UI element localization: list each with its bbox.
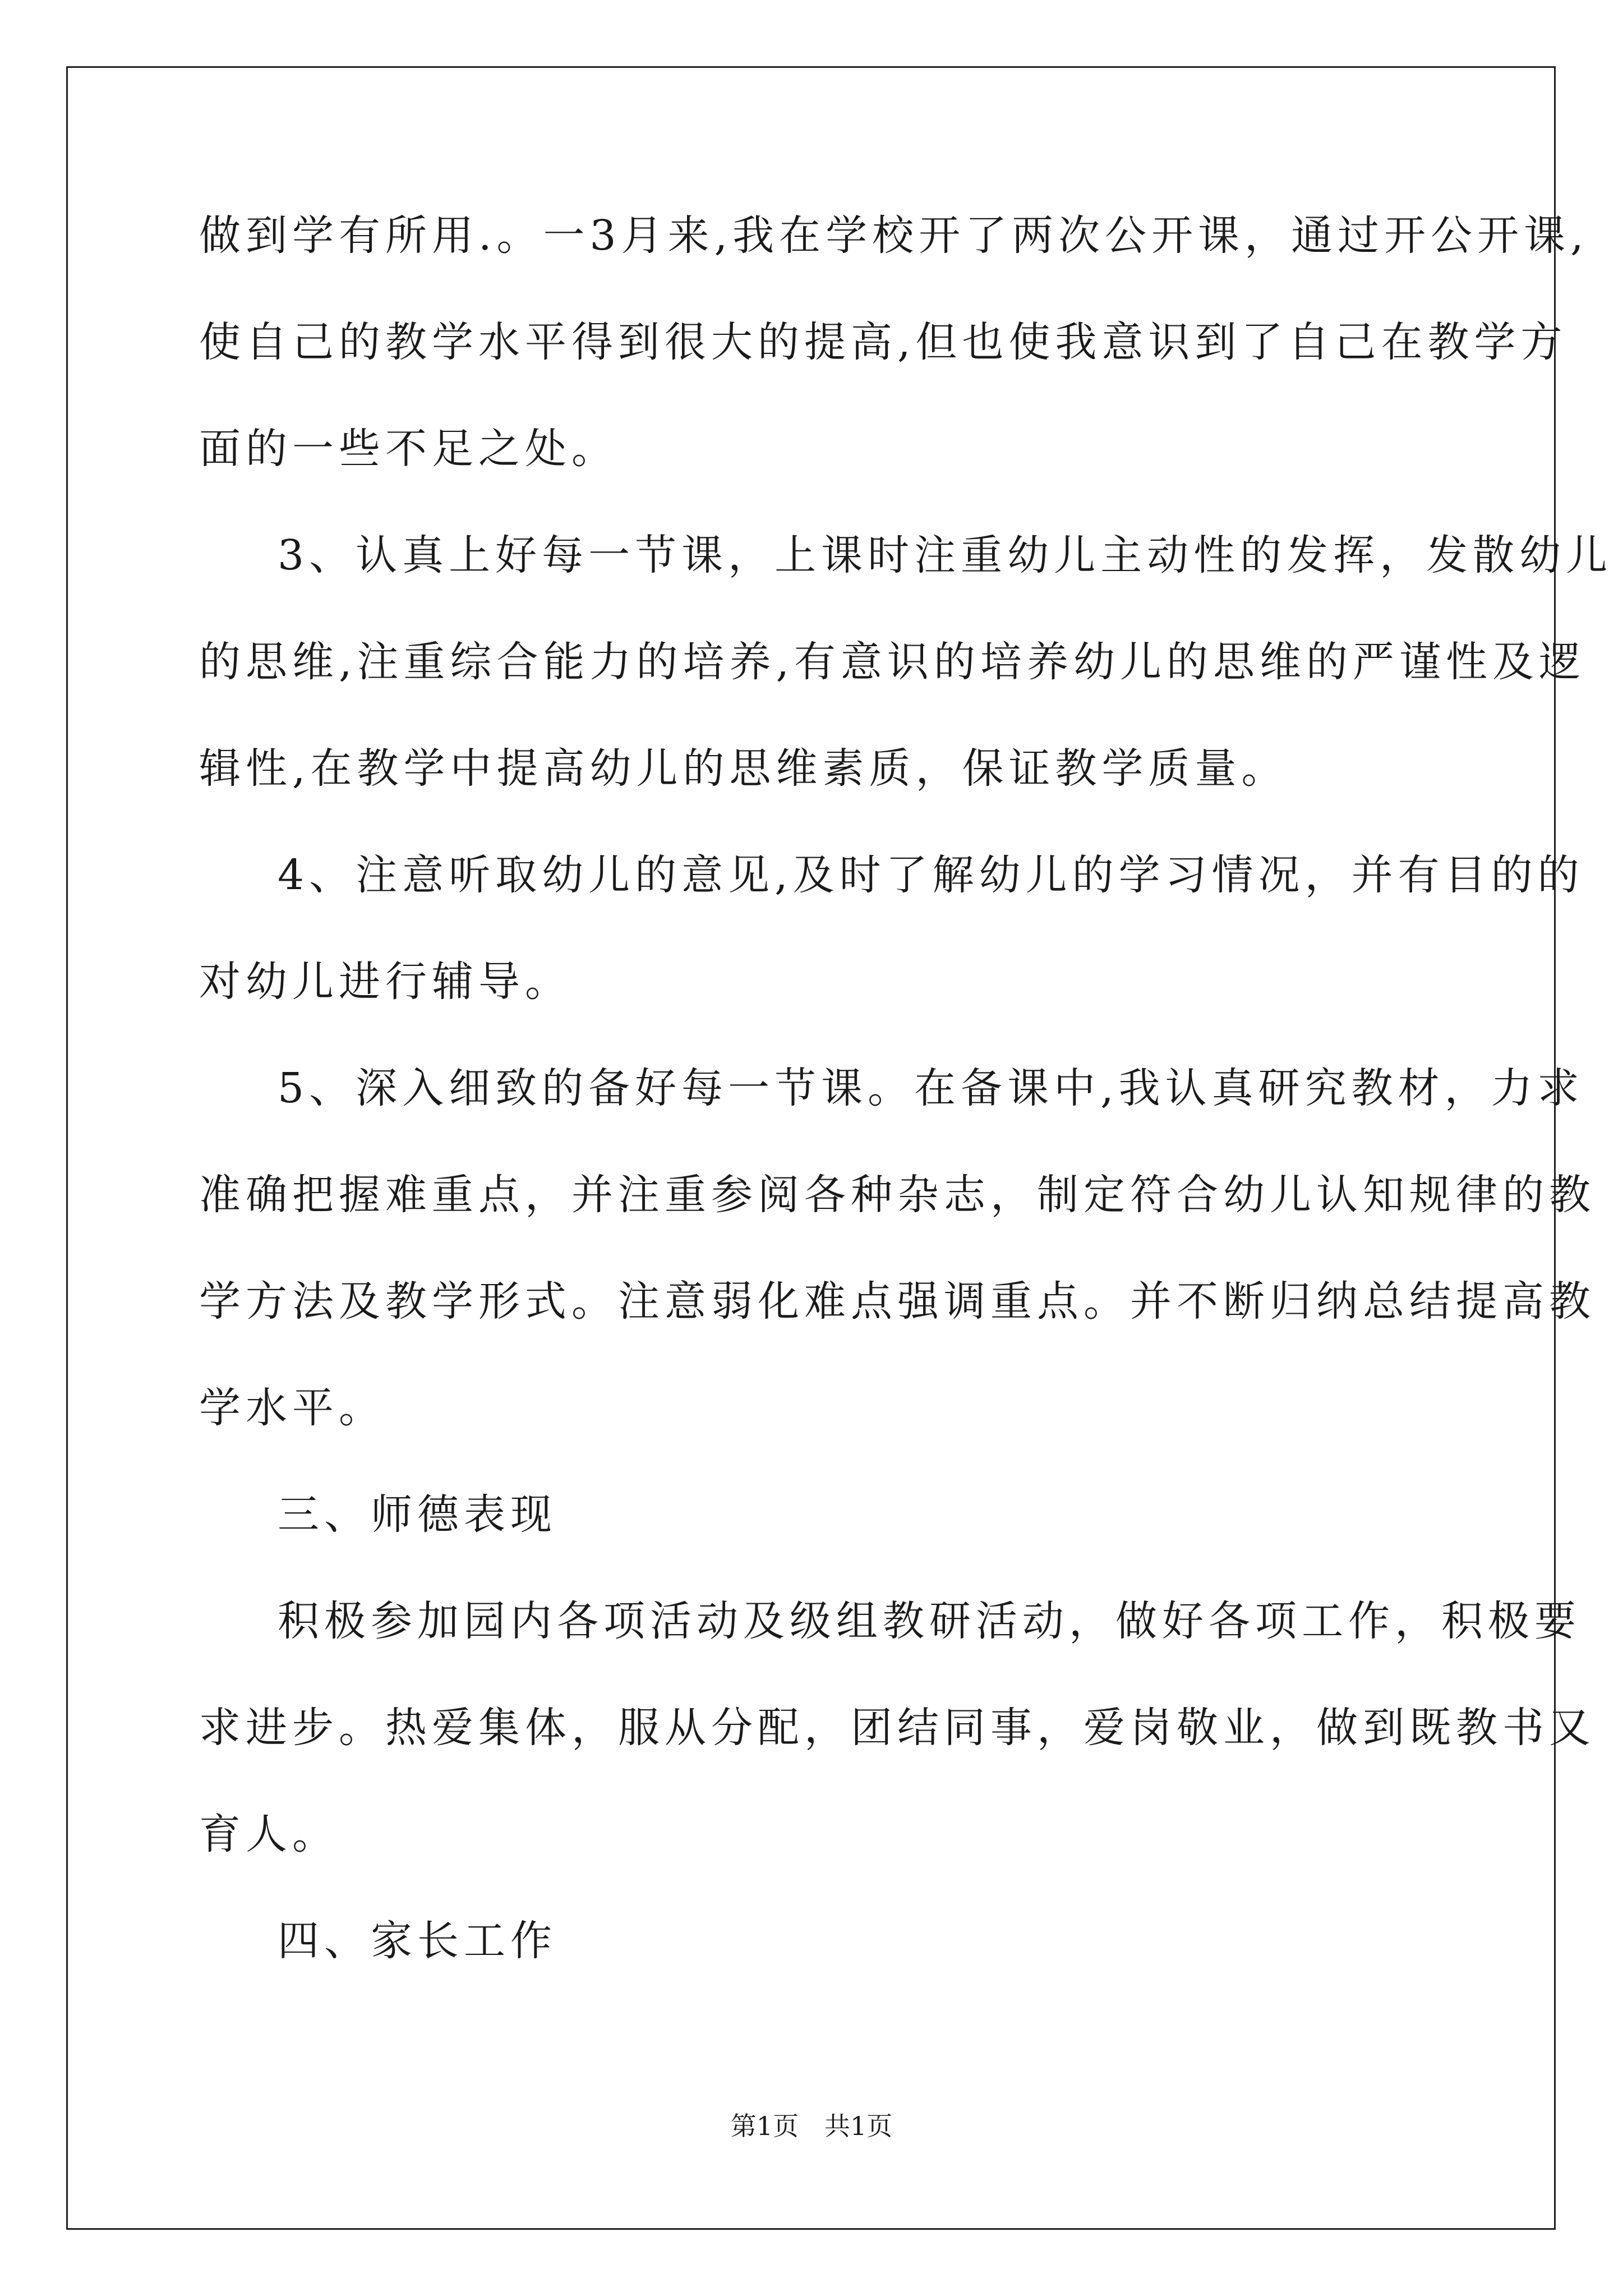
page-border: [66, 66, 1556, 2230]
page-footer: [0, 2109, 1623, 2143]
text-line: 辑性,在教学中提高幼儿的思维素质，保证教学质量。: [199, 744, 1288, 793]
page-number: 第1页 共1页: [730, 2111, 893, 2141]
section-heading: 三、师德表现: [278, 1490, 557, 1539]
text-line: 学方法及教学形式。注意弱化难点强调重点。并不断归纳总结提高教: [199, 1277, 1596, 1326]
list-item-4: 4、注意听取幼儿的意见,及时了解幼儿的学习情况，并有目的的: [278, 851, 1584, 899]
text-line: 面的一些不足之处。: [199, 425, 618, 473]
text-line: 使自己的教学水平得到很大的提高,但也使我意识到了自己在教学方: [199, 318, 1567, 366]
text-line: 育人。: [199, 1810, 339, 1858]
list-item-3: 3、认真上好每一节课，上课时注重幼儿主动性的发挥，发散幼儿: [278, 531, 1613, 579]
text-line: 的思维,注重综合能力的培养,有意识的培养幼儿的思维的严谨性及逻: [199, 638, 1586, 686]
text-line: 对幼儿进行辅导。: [199, 958, 571, 1006]
text-line: 准确把握难重点，并注重参阅各种杂志，制定符合幼儿认知规律的教: [199, 1171, 1596, 1219]
paragraph-start: 积极参加园内各项活动及级组教研活动，做好各项工作，积极要: [278, 1597, 1581, 1645]
section-heading: 四、家长工作: [278, 1917, 557, 1965]
text-line: 做到学有所用.。一3月来,我在学校开了两次公开课，通过开公开课,: [199, 211, 1589, 260]
list-item-5: 5、深入细致的备好每一节课。在备课中,我认真研究教材，力求: [278, 1064, 1584, 1112]
text-line: 学水平。: [199, 1384, 385, 1432]
text-line: 求进步。热爱集体，服从分配，团结同事，爱岗敬业，做到既教书又: [199, 1704, 1596, 1752]
